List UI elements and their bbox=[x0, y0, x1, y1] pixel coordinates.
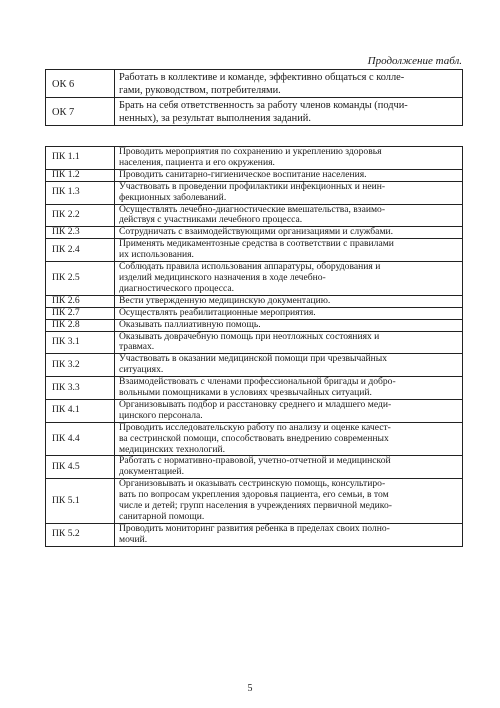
competency-description: Взаимодействовать с членами профессиональной бригады и добро- вольными помощниками в условиях чрезвычайных ситуаций. bbox=[115, 377, 463, 400]
table-row bbox=[46, 295, 463, 307]
general-competencies-table bbox=[45, 69, 463, 126]
competency-code: ПК 2.3 bbox=[46, 227, 115, 239]
competency-description: Организовывать подбор и расстановку среднего и младшего меди- цинского персонала. bbox=[115, 399, 463, 422]
table-row bbox=[46, 479, 463, 524]
competency-code: ПК 5.2 bbox=[46, 523, 115, 546]
table-row bbox=[46, 262, 463, 296]
competency-code: ПК 3.2 bbox=[46, 354, 115, 377]
competency-code: ПК 1.1 bbox=[46, 147, 115, 170]
table-row bbox=[46, 169, 463, 181]
competency-description: Работать в коллективе и команде, эффективно общаться с колле- гами, руководством, потребителями. bbox=[115, 70, 463, 98]
table-row bbox=[46, 422, 463, 456]
competency-description: Вести утвержденную медицинскую документацию. bbox=[115, 295, 463, 307]
competency-code: ПК 2.2 bbox=[46, 204, 115, 227]
competency-description: Проводить мониторинг развития ребенка в пределах своих полно- мочий. bbox=[115, 523, 463, 546]
professional-competencies-table bbox=[45, 146, 463, 547]
competency-code: ОК 6 bbox=[46, 70, 115, 98]
competency-description: Участвовать в проведении профилактики инфекционных и неин- фекционных заболеваний. bbox=[115, 181, 463, 204]
competency-description: Проводить мероприятия по сохранению и укреплению здоровья населения, пациента и его окружения. bbox=[115, 147, 463, 170]
competency-description: Осуществлять лечебно-диагностические вмешательства, взаимо- действуя с участниками лечебного процесса. bbox=[115, 204, 463, 227]
competency-description: Оказывать паллиативную помощь. bbox=[115, 319, 463, 331]
page-number: 5 bbox=[247, 683, 253, 694]
competency-description: Проводить исследовательскую работу по анализу и оценке качест- ва сестринской помощи, способствовать внедрению современных медицинских технологий. bbox=[115, 422, 463, 456]
competency-code: ПК 1.3 bbox=[46, 181, 115, 204]
competency-code: ПК 4.1 bbox=[46, 399, 115, 422]
competency-code: ПК 2.7 bbox=[46, 307, 115, 319]
competency-description: Сотрудничать с взаимодействующими организациями и службами. bbox=[115, 227, 463, 239]
competency-description: Участвовать в оказании медицинской помощи при чрезвычайных ситуациях. bbox=[115, 354, 463, 377]
competency-code: ПК 3.1 bbox=[46, 331, 115, 354]
competency-description: Осуществлять реабилитационные мероприятия. bbox=[115, 307, 463, 319]
table-row bbox=[46, 456, 463, 479]
table-row bbox=[46, 377, 463, 400]
table-continuation-caption: Продолжение табл. bbox=[367, 55, 462, 67]
competency-description: Соблюдать правила использования аппаратуры, оборудования и изделий медицинского назначения в ходе лечебно- диагностического процесса. bbox=[115, 262, 463, 296]
table-row bbox=[46, 70, 463, 98]
competency-description: Оказывать доврачебную помощь при неотложных состояниях и травмах. bbox=[115, 331, 463, 354]
table-row bbox=[46, 331, 463, 354]
competency-code: ПК 5.1 bbox=[46, 479, 115, 524]
table-row bbox=[46, 227, 463, 239]
table-row bbox=[46, 181, 463, 204]
competency-code: ПК 1.2 bbox=[46, 169, 115, 181]
table-row bbox=[46, 399, 463, 422]
table-row bbox=[46, 307, 463, 319]
competency-code: ПК 4.5 bbox=[46, 456, 115, 479]
competency-code: ПК 2.5 bbox=[46, 262, 115, 296]
table-row bbox=[46, 354, 463, 377]
competency-code: ОК 7 bbox=[46, 98, 115, 126]
table-row bbox=[46, 98, 463, 126]
competency-code: ПК 4.4 bbox=[46, 422, 115, 456]
competency-code: ПК 2.6 bbox=[46, 295, 115, 307]
competency-code: ПК 2.8 bbox=[46, 319, 115, 331]
competency-code: ПК 2.4 bbox=[46, 239, 115, 262]
table-row bbox=[46, 523, 463, 546]
competency-description: Проводить санитарно-гигиеническое воспитание населения. bbox=[115, 169, 463, 181]
competency-description: Брать на себя ответственность за работу членов команды (подчи- ненных), за результат выполнения заданий. bbox=[115, 98, 463, 126]
competency-code: ПК 3.3 bbox=[46, 377, 115, 400]
competency-description: Применять медикаментозные средства в соответствии с правилами их использования. bbox=[115, 239, 463, 262]
table-row bbox=[46, 239, 463, 262]
table-row bbox=[46, 204, 463, 227]
competency-description: Работать с нормативно-правовой, учетно-отчетной и медицинской документацией. bbox=[115, 456, 463, 479]
competency-description: Организовывать и оказывать сестринскую помощь, консультиро- вать по вопросам укрепления здоровья пациента, его семьи, в том числе и детей; групп населения в учреждениях первичной медико- санитарной помощи. bbox=[115, 479, 463, 524]
table-row bbox=[46, 319, 463, 331]
table-row bbox=[46, 147, 463, 170]
